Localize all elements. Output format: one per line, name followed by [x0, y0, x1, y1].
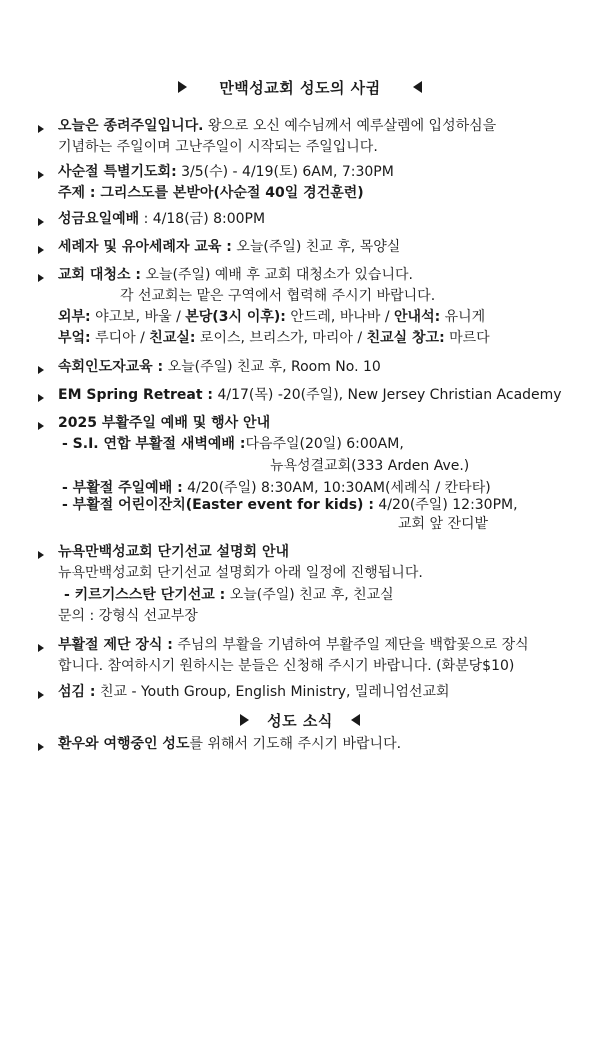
area-groups: 안드레, 바나바 / [285, 309, 395, 325]
sub-label: - 키르기스스탄 단기선교 : [64, 587, 226, 603]
bullet-icon [38, 422, 44, 430]
sub-label: - S.I. 연합 부활절 새벽예배 : [62, 436, 246, 452]
item-leader-training [58, 357, 583, 378]
area-label: 본당(3시 이후): [185, 309, 286, 325]
bullet-icon [38, 246, 44, 254]
item-text: : 4/18(금) 8:00PM [139, 211, 266, 227]
item-easter-schedule [58, 413, 583, 434]
item-text-line: 각 선교회는 맡은 구역에서 협력해 주시기 바랍니다. [120, 288, 436, 304]
area-label: 친교실 창고: [366, 330, 445, 346]
item-lent-prayer [58, 162, 583, 204]
item-text: 3/5(수) - 4/19(토) 6AM, 7:30PM [176, 164, 394, 180]
item-prayer-request [58, 734, 583, 755]
sub-text: 다음주일(20일) 6:00AM, [245, 436, 404, 452]
area-label: 안내석: [394, 309, 441, 325]
item-label: 환우와 여행중인 성도 [58, 736, 190, 752]
item-label: EM Spring Retreat : [58, 387, 214, 403]
sub-text: 4/20(주일) 12:30PM, [373, 497, 518, 513]
item-text-line: 기념하는 주일이며 고난주일이 시작되는 주일입니다. [58, 139, 378, 155]
section-header-news [0, 707, 600, 733]
cleaning-assignments-row1 [58, 307, 583, 328]
area-label: 외부: [58, 309, 91, 325]
bullet-icon [38, 218, 44, 226]
triangle-right-icon [178, 81, 187, 93]
bullet-icon [38, 691, 44, 699]
item-baptism-class [58, 237, 583, 258]
item-text-line: 뉴욕만백성교회 단기선교 설명회가 아래 일정에 진행됩니다. [58, 565, 423, 581]
sub-text-line: 뉴욕성결교회(333 Arden Ave.) [270, 458, 470, 474]
bullet-icon [38, 394, 44, 402]
triangle-right-icon [240, 714, 249, 726]
easter-kids-event [62, 495, 518, 516]
item-text: 오늘(주일) 친교 후, Room No. 10 [163, 359, 381, 375]
bullet-icon [38, 551, 44, 559]
item-serving [58, 682, 583, 703]
kyrgyzstan-mission [64, 585, 394, 606]
item-text-line: 합니다. 참여하시기 원하시는 분들은 신청해 주시기 바랍니다. (화분당$10) [58, 658, 515, 674]
bullet-icon [38, 366, 44, 374]
section-title: 성도 소식 [267, 711, 333, 730]
item-text: 를 위해서 기도해 주시기 바랍니다. [189, 736, 402, 752]
section-title: 만백성교회 성도의 사귐 [219, 78, 381, 97]
area-groups: 유니게 [440, 309, 486, 325]
item-church-cleaning [58, 265, 583, 349]
sub-text: 4/20(주일) 8:30AM, 10:30AM(세례식 / 칸타타) [182, 480, 491, 496]
item-text: 오늘(주일) 친교 후, 목양실 [231, 239, 401, 255]
item-text: 친교 - Youth Group, English Ministry, 밀레니엄선교회 [95, 684, 450, 700]
bullet-icon [38, 743, 44, 751]
item-label: 사순절 특별기도회: [58, 164, 177, 180]
item-label: 부활절 제단 장식 : [58, 637, 173, 653]
area-groups: 마르다 [444, 330, 490, 346]
bullet-icon [38, 644, 44, 652]
item-altar-decoration [58, 635, 583, 677]
sub-label: - 부활절 어린이잔치(Easter event for kids) : [62, 497, 374, 513]
item-em-retreat [58, 385, 583, 406]
item-text: 4/17(목) -20(주일), New Jersey Christian Academy [213, 387, 562, 403]
item-label: 세례자 및 유아세례자 교육 : [58, 239, 232, 255]
sub-text: 오늘(주일) 친교 후, 친교실 [225, 587, 394, 603]
item-palm-sunday [58, 116, 583, 158]
item-label: 성금요일예배 [58, 211, 140, 227]
sub-label: - 부활절 주일예배 : [62, 480, 183, 496]
item-label: 2025 부활주일 예배 및 행사 안내 [58, 415, 271, 431]
item-label: 오늘은 종려주일입니다. [58, 118, 204, 134]
cleaning-assignments-row2 [58, 328, 583, 349]
area-label: 부엌: [58, 330, 91, 346]
item-theme: 주제 : 그리스도를 본받아(사순절 40일 경건훈련) [58, 185, 364, 201]
item-mission-info [58, 542, 583, 584]
item-label: 섬김 : [58, 684, 96, 700]
bullet-icon [38, 274, 44, 282]
item-label: 교회 대청소 : [58, 267, 141, 283]
item-text: 주님의 부활을 기념하여 부활주일 제단을 백합꽃으로 장식 [172, 637, 529, 653]
bullet-icon [38, 125, 44, 133]
contact-line: 문의 : 강형식 선교부장 [58, 608, 198, 624]
sub-text-line: 교회 앞 잔디밭 [398, 516, 489, 532]
item-label: 뉴욕만백성교회 단기선교 설명회 안내 [58, 544, 290, 560]
triangle-left-icon [351, 714, 360, 726]
section-header-fellowship [0, 74, 600, 100]
area-groups: 야고보, 바울 / [90, 309, 186, 325]
bullet-icon [38, 171, 44, 179]
area-label: 친교실: [149, 330, 196, 346]
area-groups: 로이스, 브리스가, 마리아 / [195, 330, 367, 346]
item-label: 속회인도자교육 : [58, 359, 164, 375]
item-text: 오늘(주일) 예배 후 교회 대청소가 있습니다. [140, 267, 413, 283]
easter-dawn-service [62, 434, 404, 455]
triangle-left-icon [413, 81, 422, 93]
item-good-friday [58, 209, 583, 230]
area-groups: 루디아 / [90, 330, 150, 346]
item-text: 왕으로 오신 예수님께서 예루살렘에 입성하심을 [203, 118, 497, 134]
